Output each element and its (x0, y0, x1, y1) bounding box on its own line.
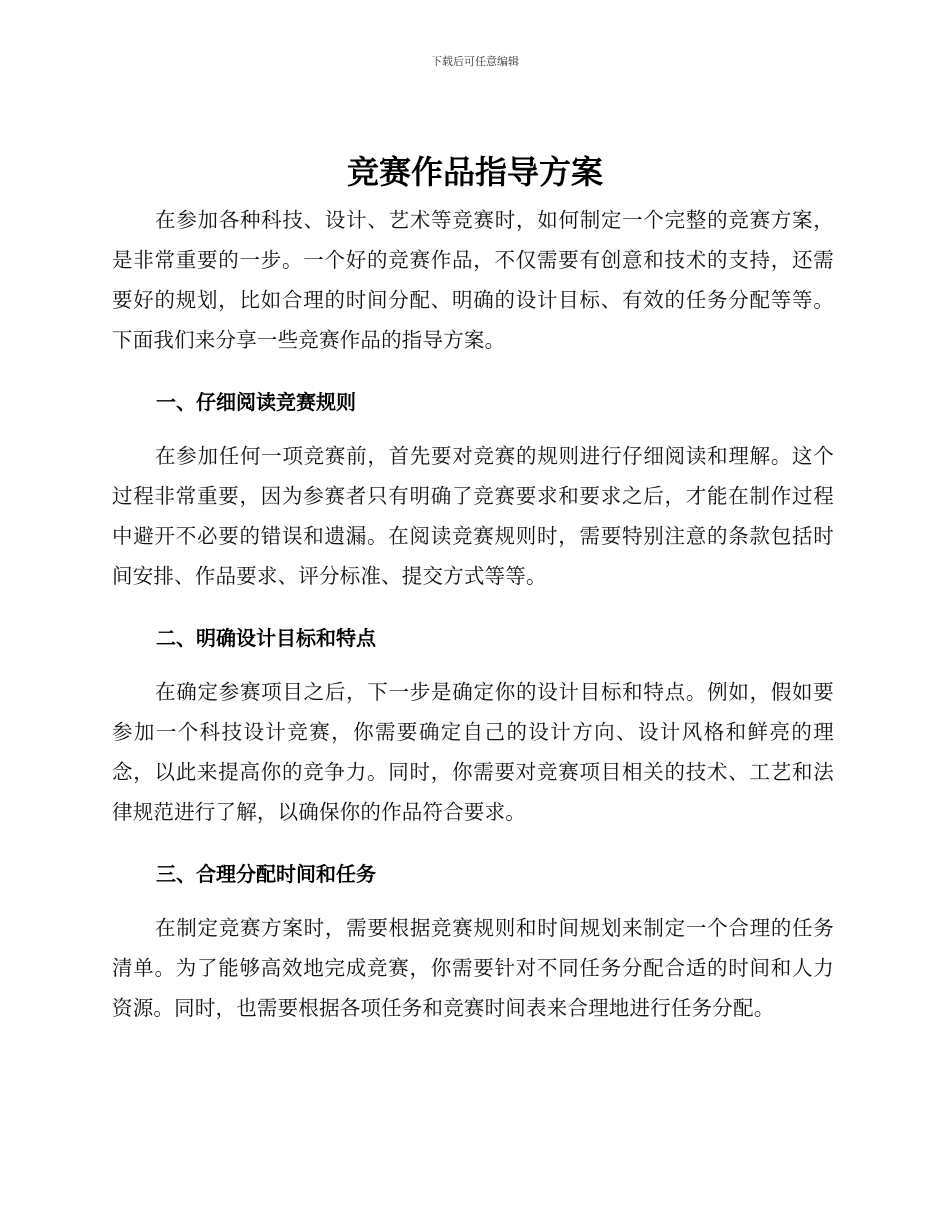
section-body-1: 在参加任何一项竞赛前，首先要对竞赛的规则进行仔细阅读和理解。这个过程非常重要，因为参赛者只有明确了竞赛要求和要求之后，才能在制作过程中避开不必要的错误和遗漏。在阅读竞赛规则时，需要特别注意的条款包括时间安排、作品要求、评分标准、提交方式等等。 (112, 444, 834, 588)
section-body-3: 在制定竞赛方案时，需要根据竞赛规则和时间规划来制定一个合理的任务清单。为了能够高效地完成竞赛，你需要针对不同任务分配合适的时间和人力资源。同时，也需要根据各项任务和竞赛时间表来合理地进行任务分配。 (112, 916, 834, 1020)
section-body-2: 在确定参赛项目之后，下一步是确定你的设计目标和特点。例如，假如要参加一个科技设计竞赛，你需要确定自己的设计方向、设计风格和鲜亮的理念，以此来提高你的竞争力。同时，你需要对竞赛项目相关的技术、工艺和法律规范进行了解，以确保你的作品符合要求。 (112, 680, 834, 824)
section-heading-1: 一、仔细阅读竞赛规则 (156, 390, 356, 414)
section-heading-3: 三、合理分配时间和任务 (156, 862, 376, 886)
page-title: 竞赛作品指导方案 (346, 153, 603, 191)
intro-paragraph: 在参加各种科技、设计、艺术等竞赛时，如何制定一个完整的竞赛方案，是非常重要的一步。一个好的竞赛作品，不仅需要有创意和技术的支持，还需要好的规划，比如合理的时间分配、明确的设计目标、有效的任务分配等等。下面我们来分享一些竞赛作品的指导方案。 (112, 208, 834, 352)
header-note: 下载后可任意编辑 (431, 55, 519, 68)
section-heading-2: 二、明确设计目标和特点 (156, 626, 376, 650)
